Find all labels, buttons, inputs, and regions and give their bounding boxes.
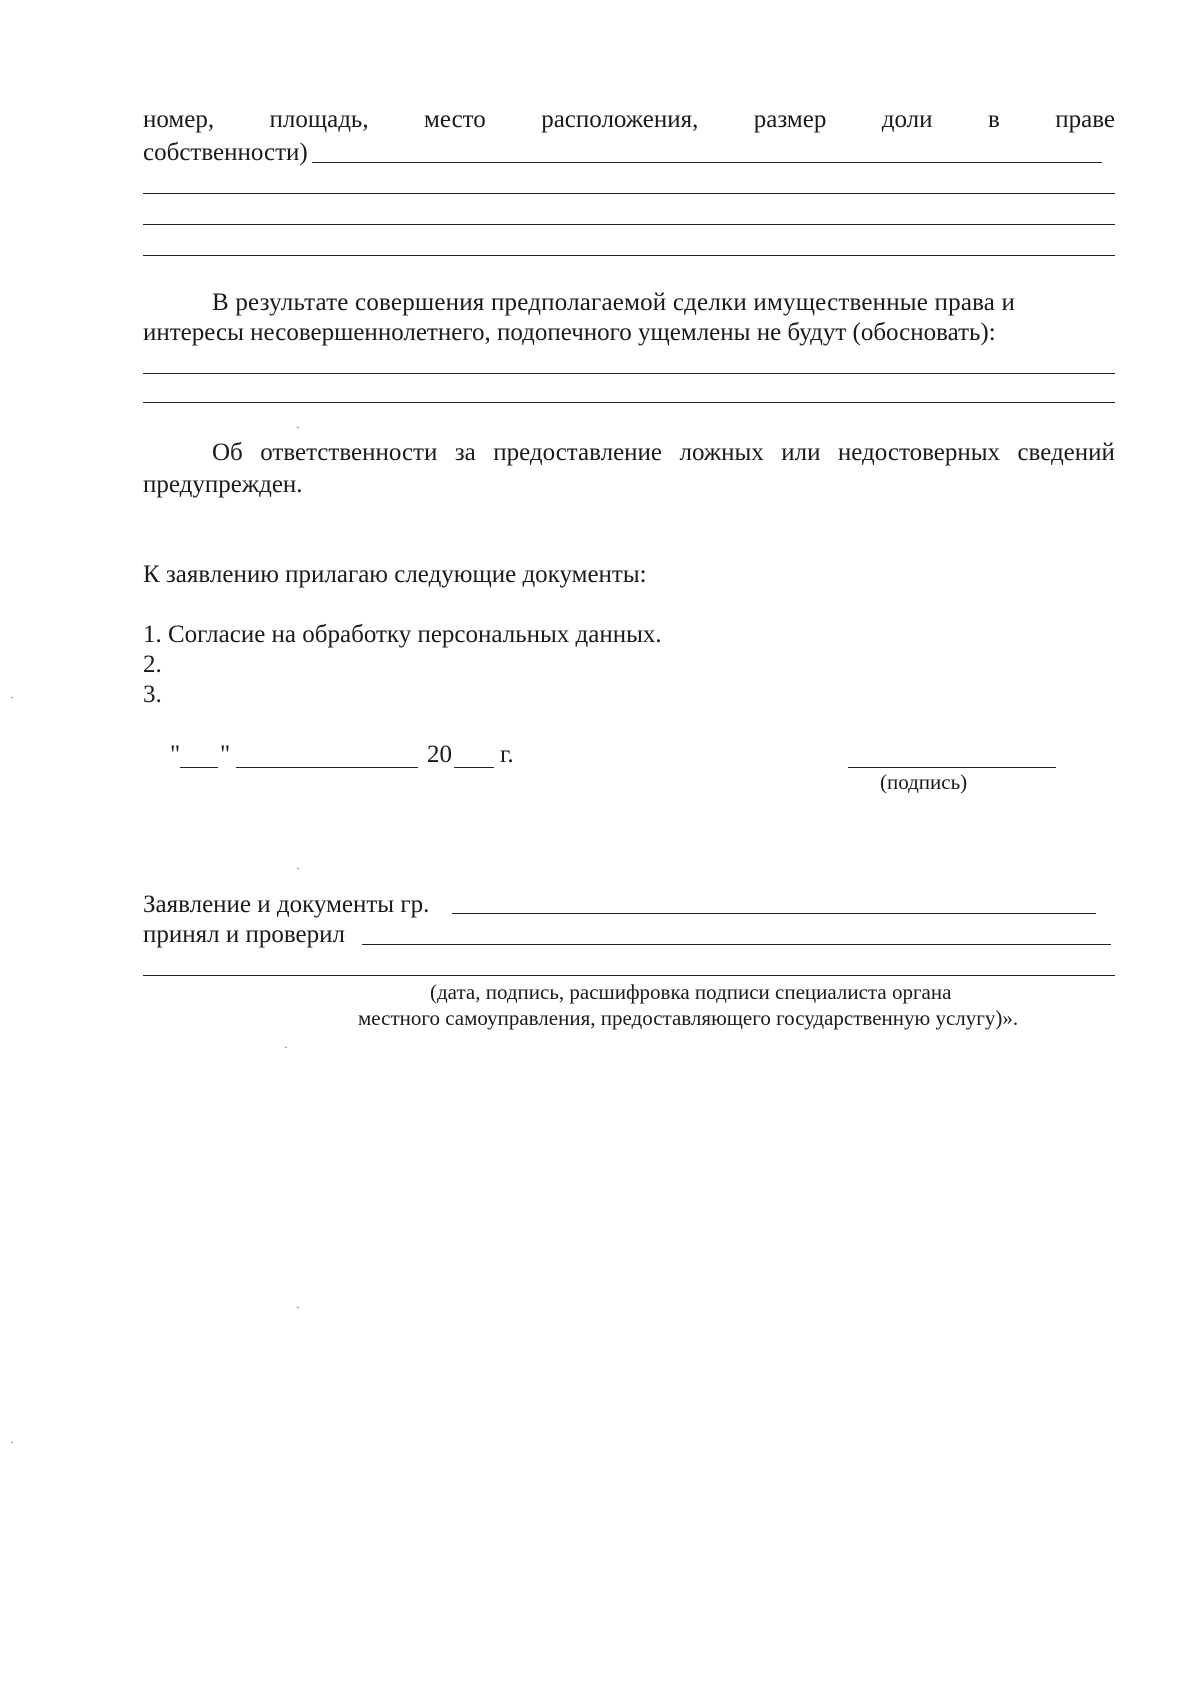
attachment-item-2: 2. <box>143 651 162 678</box>
resp-word-4: предоставление <box>493 439 663 466</box>
date-day-blank[interactable] <box>180 767 218 768</box>
attachments-heading: К заявлению прилагаю следующие документы: <box>143 561 647 588</box>
resp-word-1: Об <box>212 439 243 466</box>
scan-speck: ˎ <box>296 1295 300 1309</box>
resp-word-7: недостоверных <box>837 439 1000 466</box>
word-prave: праве <box>1055 106 1115 133</box>
blank-line-3[interactable] <box>143 255 1115 256</box>
ownership-fill-line[interactable] <box>312 162 1102 163</box>
justification-line-2[interactable] <box>143 402 1115 403</box>
date-month-blank[interactable] <box>236 767 418 768</box>
responsibility-line-1 <box>212 440 1115 465</box>
blank-line-2[interactable] <box>143 224 1115 225</box>
specialist-line[interactable] <box>143 975 1115 976</box>
result-paragraph-line-1: В результате совершения предполагаемой сделки имущественные права и <box>212 289 1016 316</box>
result-paragraph-line-2: интересы несовершеннолетнего, подопечного ущемлены не будут (обосновать): <box>143 319 996 346</box>
scan-speck: ˎ <box>296 856 300 870</box>
scan-speck: · <box>10 1435 14 1449</box>
acceptance-line-1-label: Заявление и документы гр. <box>143 891 430 918</box>
property-description-line <box>143 107 1115 132</box>
acceptance-line-2-label: принял и проверил <box>143 921 345 948</box>
footer-caption-line-2: местного самоуправления, предоставляющего государственную услугу)». <box>358 1006 1019 1030</box>
footer-caption-line-1: (дата, подпись, расшифровка подписи специалиста органа <box>430 980 952 1004</box>
resp-word-5: ложных <box>679 439 764 466</box>
date-close-quote: " <box>220 741 231 768</box>
resp-word-8: сведений <box>1017 439 1115 466</box>
date-open-quote: " <box>170 741 181 768</box>
resp-word-2: ответственности <box>260 439 438 466</box>
scan-speck: · <box>284 1040 288 1054</box>
word-nomer: номер, <box>143 106 215 133</box>
word-raspolozheniya: расположения, <box>541 106 699 133</box>
word-v: в <box>987 106 1000 133</box>
acceptance-checked-line[interactable] <box>362 944 1111 945</box>
blank-line-1[interactable] <box>143 193 1115 194</box>
justification-line-1[interactable] <box>143 373 1115 374</box>
date-year-suffix: г. <box>500 741 514 768</box>
word-razmer: размер <box>753 106 827 133</box>
acceptance-citizen-line[interactable] <box>452 913 1096 914</box>
scan-speck: ˎ <box>296 415 300 429</box>
date-year-prefix: 20 <box>427 741 452 768</box>
attachment-item-3: 3. <box>143 681 162 708</box>
attachment-item-1: 1. Согласие на обработку персональных данных. <box>143 621 662 648</box>
word-doli: доли <box>881 106 933 133</box>
responsibility-line-2: предупрежден. <box>143 471 303 498</box>
resp-word-3: за <box>454 439 476 466</box>
date-year-blank[interactable] <box>454 767 494 768</box>
word-mesto: место <box>424 106 486 133</box>
signature-line[interactable] <box>848 767 1056 768</box>
scan-speck: · <box>10 690 14 704</box>
signature-caption: (подпись) <box>880 770 968 794</box>
ownership-label: собственности) <box>143 139 308 166</box>
word-ploshad: площадь, <box>269 106 369 133</box>
resp-word-6: или <box>781 439 821 466</box>
